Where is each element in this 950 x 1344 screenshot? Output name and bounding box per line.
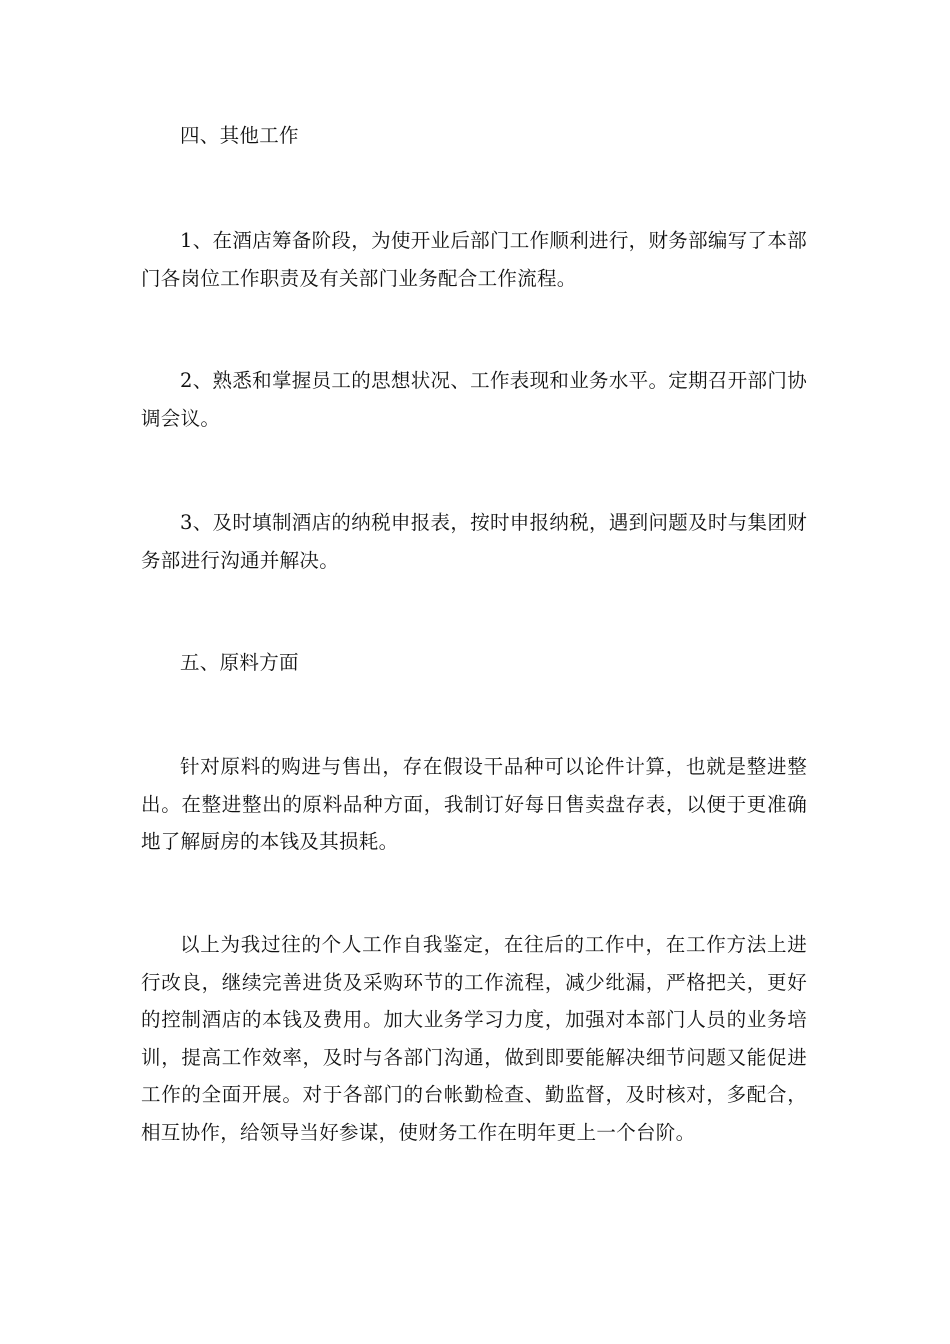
paragraph-item-2: 2、熟悉和掌握员工的思想状况、工作表现和业务水平。定期召开部门协调会议。 [141, 369, 807, 430]
section-heading-materials: 五、原料方面 [180, 651, 299, 674]
section-heading-other-work: 四、其他工作 [180, 124, 299, 147]
paragraph-item-1: 1、在酒店筹备阶段，为使开业后部门工作顺利进行，财务部编写了本部门各岗位工作职责及有关部门业务配合工作流程。 [141, 229, 807, 290]
paragraph-conclusion: 以上为我过往的个人工作自我鉴定，在往后的工作中，在工作方法上进行改良，继续完善进货及采购环节的工作流程，减少纰漏，严格把关，更好的控制酒店的本钱及费用。加大业务学习力度，加强对本部门人员的业务培训，提高工作效率，及时与各部门沟通，做到即要能解决细节问题又能促进工作的全面开展。对于各部门的台帐勤检查、勤监督，及时核对，多配合，相互协作，给领导当好参谋，使财务工作在明年更上一个台阶。 [141, 933, 807, 1144]
paragraph-item-3: 3、及时填制酒店的纳税申报表，按时申报纳税，遇到问题及时与集团财务部进行沟通并解决。 [141, 511, 807, 572]
paragraph-materials: 针对原料的购进与售出，存在假设干品种可以论件计算，也就是整进整出。在整进整出的原料品种方面，我制订好每日售卖盘存表，以便于更准确地了解厨房的本钱及其损耗。 [141, 755, 807, 853]
